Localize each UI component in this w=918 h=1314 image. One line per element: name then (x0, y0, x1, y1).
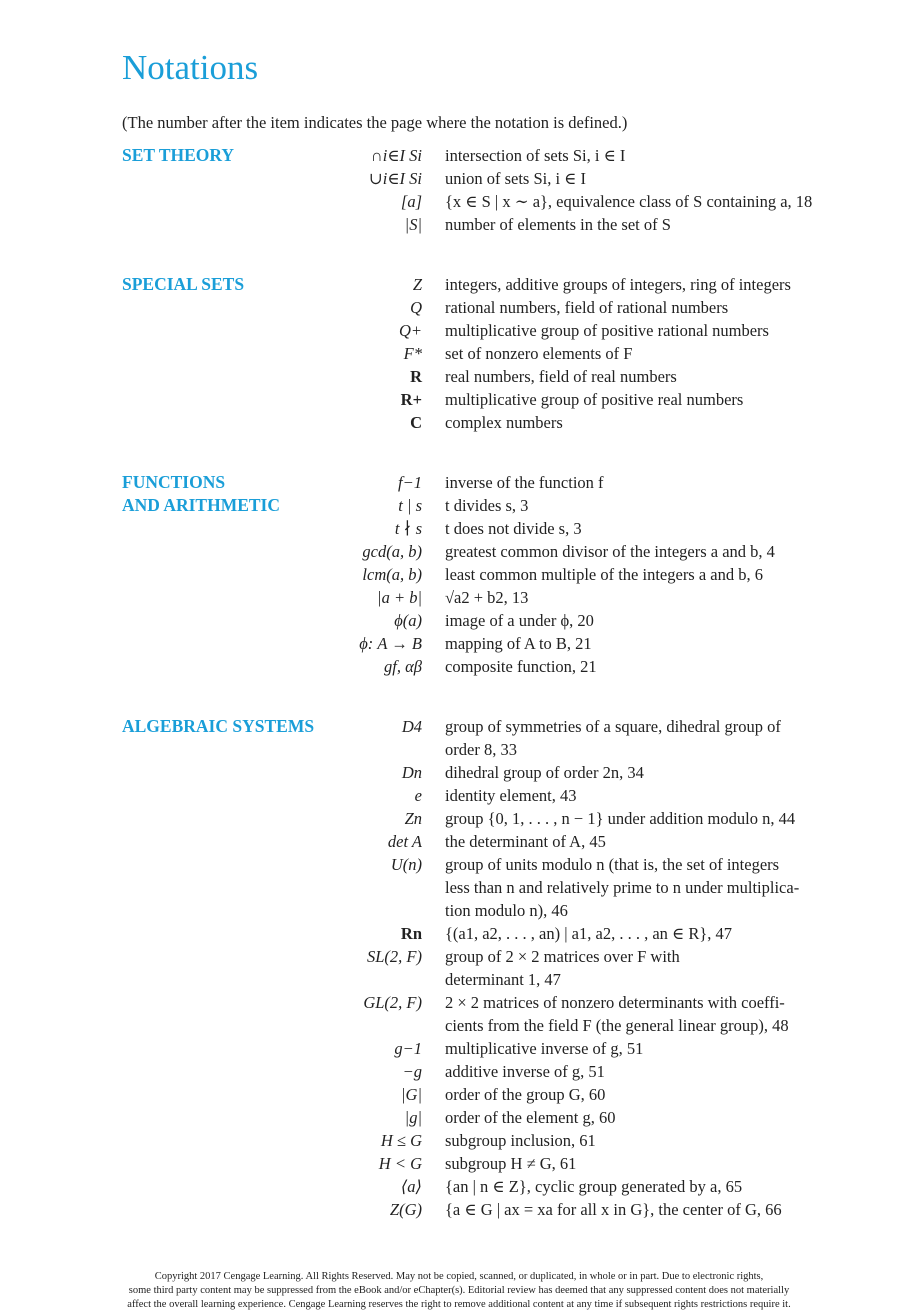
notation-symbol: e (414, 786, 422, 805)
footer-line: affect the overall learning experience. Cengage Learning reserves the right to remove additional content at any time if subsequent rights restrictions require it. (127, 1299, 791, 1310)
notation-description: dihedral group of order 2n, 34 (445, 763, 644, 782)
notation-description: least common multiple of the integers a and b, 6 (445, 565, 764, 584)
notation-symbol: gf, αβ (384, 657, 422, 676)
notation-description: complex numbers (445, 413, 563, 432)
notation-symbol: H < G (378, 1154, 422, 1173)
notation-symbol: R+ (400, 390, 422, 409)
notation-symbol: U(n) (390, 855, 422, 874)
notation-description: t divides s, 3 (445, 496, 529, 515)
footer-line: some third party content may be suppressed from the eBook and/or eChapter(s). Editorial review has deemed that any suppressed content does not materially (128, 1285, 790, 1296)
notation-description: group of 2 × 2 matrices over F with (445, 947, 680, 966)
notation-description: real numbers, field of real numbers (445, 367, 677, 386)
notation-symbol: Q+ (398, 321, 422, 340)
notation-description: determinant 1, 47 (445, 970, 561, 989)
notation-row (0, 738, 918, 761)
notation-description: subgroup inclusion, 61 (445, 1131, 596, 1150)
notation-description: the determinant of A, 45 (445, 832, 606, 851)
notation-description: {an | n ∈ Z}, cyclic group generated by a, 65 (445, 1177, 743, 1196)
page-title: Notations (122, 48, 259, 87)
notation-description: multiplicative group of positive rational numbers (445, 321, 769, 340)
notation-row (0, 922, 918, 945)
notation-row (0, 899, 918, 922)
section-heading-line: ALGEBRAIC SYSTEMS (122, 716, 315, 736)
notation-row (0, 945, 918, 968)
notation-description: number of elements in the set of S (445, 215, 671, 234)
notation-row (0, 388, 918, 411)
notation-row (0, 563, 918, 586)
notation-symbol: H ≤ G (380, 1131, 422, 1150)
notation-description: cients from the field F (the general linear group), 48 (445, 1016, 789, 1035)
notation-description: multiplicative inverse of g, 51 (445, 1039, 644, 1058)
notation-symbol: D4 (401, 717, 422, 736)
notation-symbol: [a] (400, 192, 422, 211)
notation-symbol: Z (412, 275, 422, 294)
notation-symbol: SL(2, F) (367, 947, 422, 966)
notation-row (0, 494, 918, 517)
notation-symbol: Zn (404, 809, 422, 828)
notation-symbol: g−1 (394, 1039, 422, 1058)
section-heading-line: SET THEORY (122, 145, 235, 165)
notation-row (0, 1060, 918, 1083)
notation-description: t does not divide s, 3 (445, 519, 582, 538)
notation-symbol: f−1 (398, 473, 422, 492)
notation-row (0, 632, 918, 655)
section-heading-line: SPECIAL SETS (122, 274, 245, 294)
notation-row (0, 319, 918, 342)
notation-row (0, 1037, 918, 1060)
notation-row (0, 365, 918, 388)
notation-row (0, 213, 918, 236)
notation-symbol: ⟨a⟩ (400, 1177, 422, 1196)
notation-description: set of nonzero elements of F (445, 344, 633, 363)
notation-row (0, 968, 918, 991)
notation-description: mapping of A to B, 21 (445, 634, 592, 653)
notation-row (0, 1129, 918, 1152)
intro-note: (The number after the item indicates the page where the notation is defined.) (122, 113, 628, 132)
notation-symbol: F* (403, 344, 422, 363)
notation-row (0, 1175, 918, 1198)
notation-description: group of units modulo n (that is, the set of integers (445, 855, 780, 874)
notation-description: multiplicative group of positive real numbers (445, 390, 744, 409)
notation-row (0, 190, 918, 213)
notation-description: group {0, 1, . . . , n − 1} under addition modulo n, 44 (445, 809, 796, 828)
notation-row (0, 167, 918, 190)
notation-description: greatest common divisor of the integers a and b, 4 (445, 542, 775, 561)
notation-description: order of the group G, 60 (445, 1085, 606, 1104)
notation-row (0, 517, 918, 540)
notation-row (0, 540, 918, 563)
notation-description: {(a1, a2, . . . , an) | a1, a2, . . . , an ∈ R}, 47 (445, 924, 733, 943)
notation-row (0, 1014, 918, 1037)
notation-description: composite function, 21 (445, 657, 597, 676)
notation-description: √a2 + b2, 13 (445, 588, 529, 607)
notation-symbol: Z(G) (389, 1200, 422, 1219)
notation-row (0, 1106, 918, 1129)
notation-description: integers, additive groups of integers, ring of integers (445, 275, 791, 294)
notation-symbol: lcm(a, b) (362, 565, 422, 584)
notation-row (0, 609, 918, 632)
notation-row (0, 807, 918, 830)
notation-description: tion modulo n), 46 (445, 901, 568, 920)
notation-row (0, 144, 918, 167)
notation-symbol: |S| (404, 215, 422, 234)
notation-row (0, 1083, 918, 1106)
notation-symbol: det A (387, 832, 422, 851)
notation-symbol: −g (402, 1062, 422, 1081)
notation-row (0, 784, 918, 807)
notation-description: union of sets Si, i ∈ I (445, 169, 587, 188)
notation-description: group of symmetries of a square, dihedral group of (445, 717, 781, 736)
notation-description: inverse of the function f (445, 473, 604, 492)
notation-description: identity element, 43 (445, 786, 577, 805)
notation-symbol: t | s (398, 496, 422, 515)
notation-row (0, 411, 918, 434)
notation-symbol: |g| (404, 1108, 422, 1127)
copyright-footer (0, 1270, 918, 1312)
section-heading-line: FUNCTIONS (122, 472, 226, 492)
notation-description: order of the element g, 60 (445, 1108, 616, 1127)
notation-row (0, 273, 918, 296)
notation-row (0, 1152, 918, 1175)
notation-row (0, 342, 918, 365)
notation-description: 2 × 2 matrices of nonzero determinants with coeffi- (445, 993, 785, 1012)
notation-symbol: GL(2, F) (363, 993, 422, 1012)
notation-symbol: C (410, 413, 422, 432)
notation-description: image of a under ϕ, 20 (445, 611, 594, 630)
notation-row (0, 296, 918, 319)
notation-description: {x ∈ S | x ∼ a}, equivalence class of S containing a, 18 (445, 192, 813, 211)
notation-row (0, 715, 918, 738)
notation-symbol: |G| (401, 1085, 422, 1104)
notation-row (0, 1198, 918, 1221)
notation-symbol: Rn (400, 924, 422, 943)
notation-description: subgroup H ≠ G, 61 (445, 1154, 577, 1173)
notation-symbol: Q (410, 298, 422, 317)
notation-description: rational numbers, field of rational numbers (445, 298, 729, 317)
notation-row (0, 830, 918, 853)
notation-row (0, 586, 918, 609)
notation-row (0, 471, 918, 494)
notation-symbol: ϕ(a) (394, 611, 422, 630)
notation-symbol: |a + b| (377, 588, 422, 607)
section-heading-line: AND ARITHMETIC (122, 495, 281, 515)
notation-description: order 8, 33 (445, 740, 517, 759)
notation-row (0, 655, 918, 678)
notation-symbol: ∪i∈I Si (368, 169, 422, 188)
notation-description: {a ∈ G | ax = xa for all x in G}, the center of G, 66 (445, 1200, 782, 1219)
notation-symbol: t ∤ s (394, 519, 422, 538)
notation-symbol: ∩i∈I Si (370, 146, 422, 165)
notation-symbol: ϕ: A → B (359, 634, 422, 653)
notation-row (0, 761, 918, 784)
notation-description: less than n and relatively prime to n under multiplica- (445, 878, 800, 897)
footer-line: Copyright 2017 Cengage Learning. All Rights Reserved. May not be copied, scanned, or duplicated, in whole or in part. Due to electronic rights, (154, 1271, 764, 1282)
notation-description: intersection of sets Si, i ∈ I (445, 146, 626, 165)
notation-symbol: Dn (401, 763, 422, 782)
notation-symbol: gcd(a, b) (362, 542, 422, 561)
notation-symbol: R (410, 367, 422, 386)
notation-row (0, 876, 918, 899)
notation-row (0, 853, 918, 876)
notation-row (0, 991, 918, 1014)
notation-description: additive inverse of g, 51 (445, 1062, 605, 1081)
